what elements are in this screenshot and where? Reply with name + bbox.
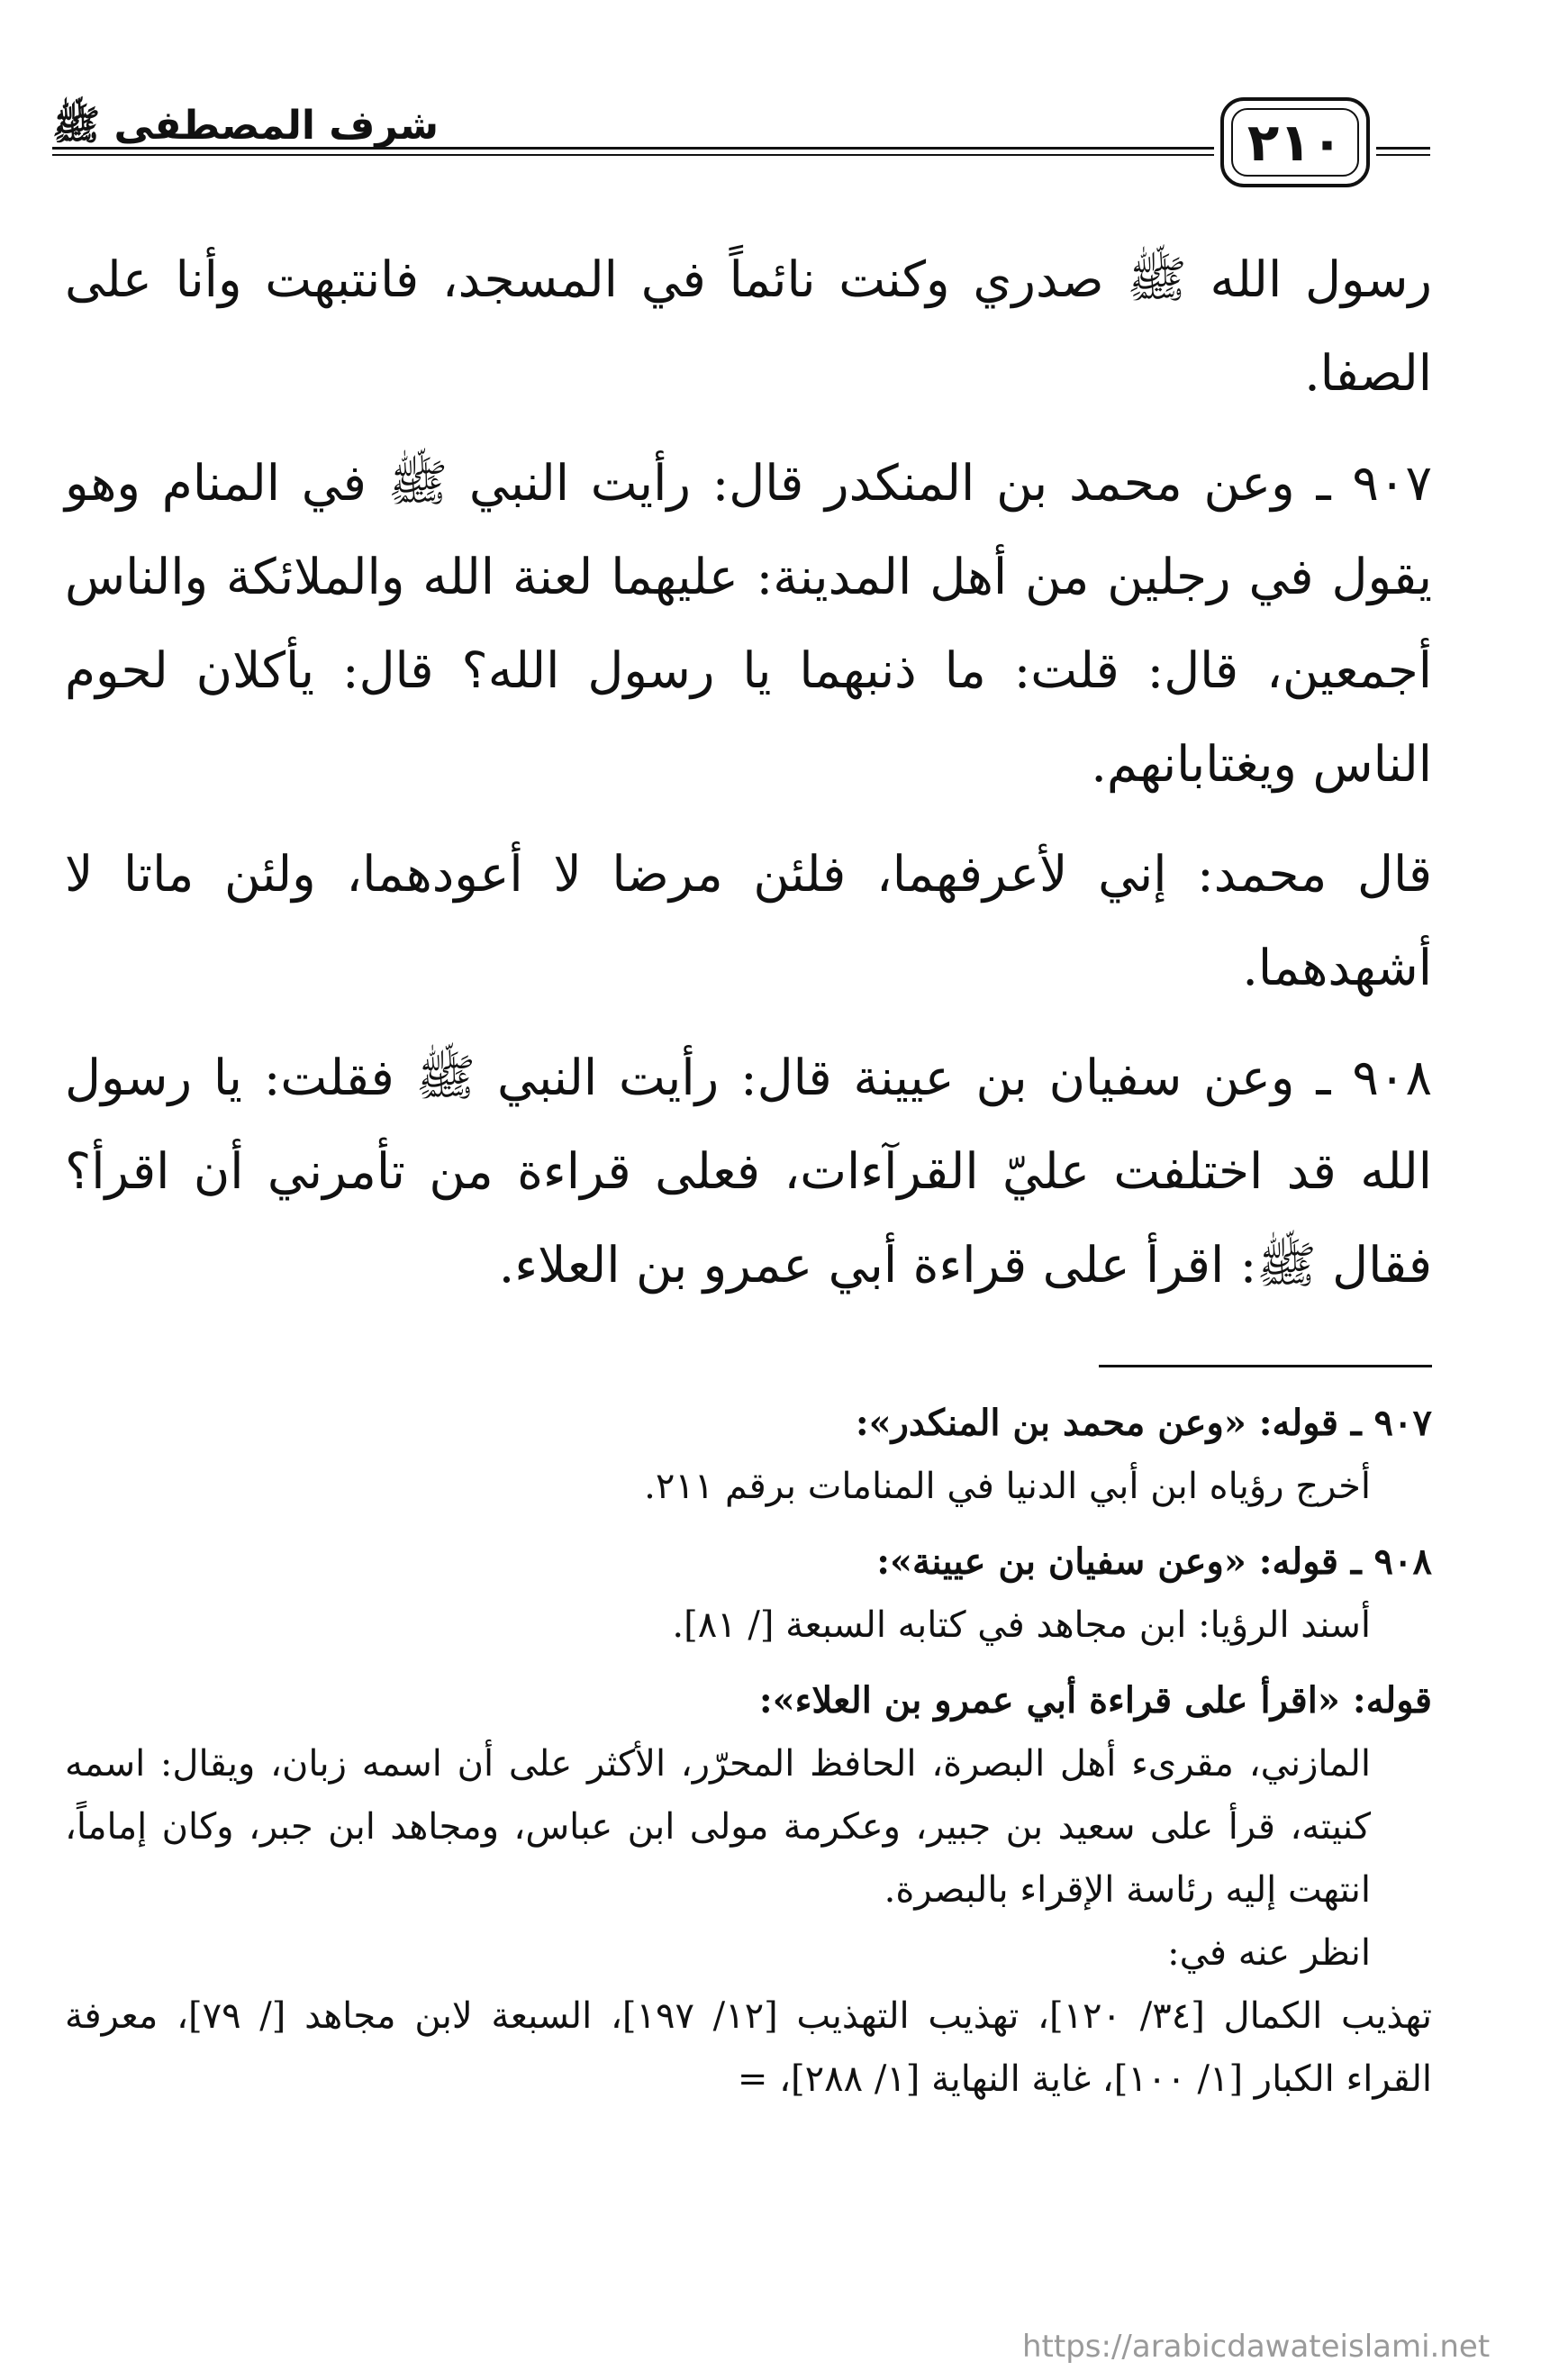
paragraph-intro: رسول الله ﷺ صدري وكنت نائماً في المسجد، فانتبهت وأنا على الصفا. bbox=[65, 250, 1432, 402]
running-header-title: شرف المصطفى ﷺ bbox=[52, 103, 440, 149]
footnotes bbox=[65, 1392, 1432, 2123]
header-rule bbox=[52, 147, 1214, 156]
footnote-907-heading: ٩٠٧ ـ قوله: «وعن محمد بن المنكدر»: bbox=[855, 1402, 1432, 1444]
footnote-907-text: أخرج رؤياه ابن أبي الدنيا في المنامات برقم ٢١١. bbox=[644, 1466, 1371, 1507]
footnote-908-heading: ٩٠٨ ـ قوله: «وعن سفيان بن عيينة»: bbox=[876, 1540, 1432, 1583]
footnote-abu-amr-see: انظر عنه في: bbox=[1167, 1932, 1371, 1974]
paragraph-907-comment: قال محمد: إني لأعرفهما، فلئن مرضا لا أعودهما، ولئن ماتا لا أشهدهما. bbox=[65, 845, 1432, 996]
paragraph-907: ٩٠٧ ـ وعن محمد بن المنكدر قال: رأيت النبي ﷺ في المنام وهو يقول في رجلين من أهل المدينة: عليهما لعنة الله والملائكة والناس أجمعين، قال: قلت: ما ذنبهما يا رسول الله؟ قال: يأكلان لحوم الناس ويغتابانهم. bbox=[65, 454, 1432, 793]
main-text bbox=[65, 232, 1432, 1328]
footnote-abu-amr-references: تهذيب الكمال [٣٤/ ١٢٠]، تهذيب التهذيب [١٢/ ١٩٧]، السبعة لابن مجاهد [/ ٧٩]، معرفة القراء الكبار [١/ ١٠٠]، غاية النهاية [١/ ٢٨٨]، = bbox=[65, 1995, 1432, 2100]
footnote-908-text: أسند الرؤيا: ابن مجاهد في كتابه السبعة [/ ٨١]. bbox=[672, 1604, 1371, 1646]
watermark-url: https://arabicdawateislami.net bbox=[1022, 2329, 1491, 2365]
page-number-frame bbox=[1220, 97, 1370, 187]
header-rule-right bbox=[1376, 147, 1430, 156]
footnote-abu-amr-heading: قوله: «اقرأ على قراءة أبي عمرو بن العلاء»: bbox=[758, 1679, 1432, 1721]
footnote-separator bbox=[1099, 1365, 1432, 1367]
page-number: ٢١٠ bbox=[1231, 108, 1359, 177]
footnote-abu-amr-text: المازني، مقرىء أهل البصرة، الحافظ المحرّر، الأكثر على أن اسمه زبان، ويقال: اسمه كنيته، قرأ على سعيد بن جبير، وعكرمة مولى ابن عباس، ومجاهد ابن جبر، وكان إماماً، انتهت إليه رئاسة الإقراء بالبصرة. bbox=[65, 1743, 1371, 1911]
paragraph-908: ٩٠٨ ـ وعن سفيان بن عيينة قال: رأيت النبي ﷺ فقلت: يا رسول الله قد اختلفت عليّ القرآءات، فعلى قراءة من تأمرني أن اقرأ؟ فقال ﷺ: اقرأ على قراءة أبي عمرو بن العلاء. bbox=[65, 1049, 1432, 1294]
